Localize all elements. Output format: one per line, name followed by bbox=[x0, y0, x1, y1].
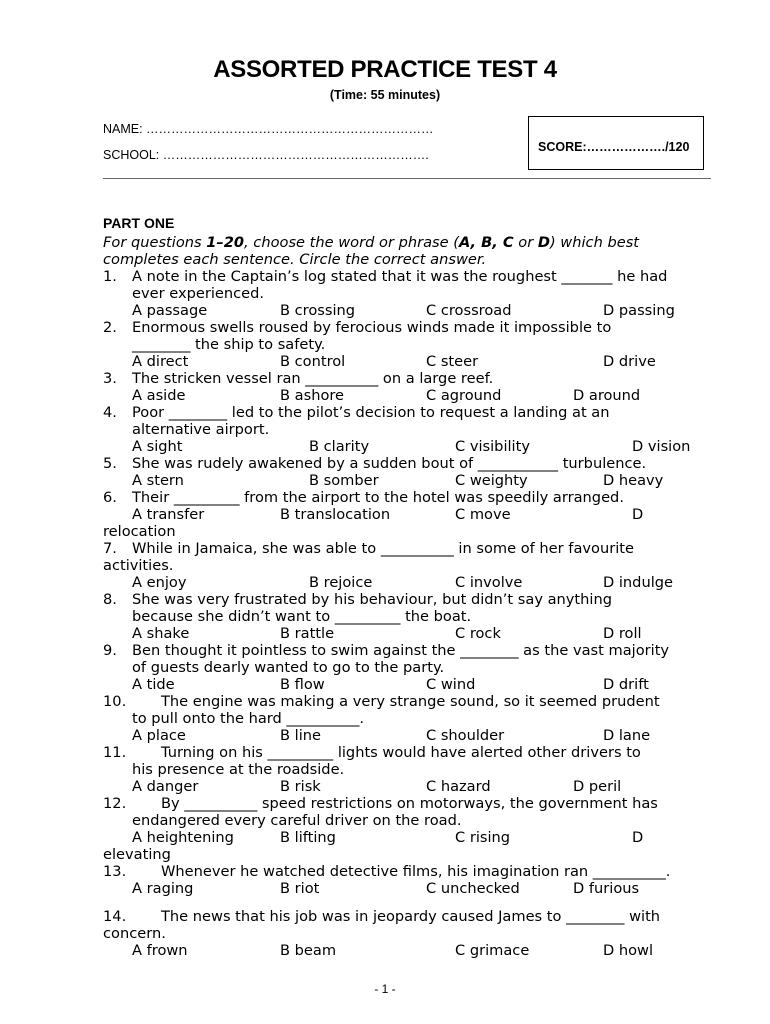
answer-option[interactable]: D indulge bbox=[603, 574, 673, 591]
answer-option[interactable]: B ashore bbox=[280, 387, 345, 404]
question-text: because she didn’t want to _________ the boat. bbox=[132, 608, 472, 625]
answer-option[interactable]: B riot bbox=[280, 880, 320, 897]
question-number: 1. bbox=[103, 268, 117, 285]
page-title: ASSORTED PRACTICE TEST 4 bbox=[213, 56, 557, 83]
answer-option[interactable]: D lane bbox=[603, 727, 651, 744]
answer-option[interactable]: A frown bbox=[132, 942, 188, 959]
answer-option[interactable]: A raging bbox=[132, 880, 194, 897]
question-text: his presence at the roadside. bbox=[132, 761, 345, 778]
answer-option[interactable]: A direct bbox=[132, 353, 189, 370]
answer-option[interactable]: A aside bbox=[132, 387, 186, 404]
answer-option[interactable]: C aground bbox=[426, 387, 502, 404]
time-subtitle: (Time: 55 minutes) bbox=[329, 88, 441, 102]
answer-option[interactable]: B rattle bbox=[280, 625, 335, 642]
answer-option[interactable]: B crossing bbox=[280, 302, 356, 319]
answer-option[interactable]: A enjoy bbox=[132, 574, 187, 591]
question-text: activities. bbox=[103, 557, 174, 574]
answer-option[interactable]: D bbox=[632, 829, 644, 846]
question-text: Ben thought it pointless to swim against the ________ as the vast majority bbox=[132, 642, 670, 659]
answer-option[interactable]: D furious bbox=[573, 880, 640, 897]
question-number: 5. bbox=[103, 455, 117, 472]
question-text: ________ the ship to safety. bbox=[132, 336, 326, 353]
name-field[interactable]: NAME: …………………………………………………………… bbox=[103, 122, 434, 136]
answer-option[interactable]: B rejoice bbox=[309, 574, 373, 591]
answer-option[interactable]: relocation bbox=[103, 523, 176, 540]
question-number: 13. bbox=[103, 863, 127, 880]
question-text: The news that his job was in jeopardy caused James to ________ with bbox=[161, 908, 661, 925]
question-text: of guests dearly wanted to go to the party. bbox=[132, 659, 445, 676]
score-field: SCORE:………………./120 bbox=[538, 140, 690, 154]
answer-option[interactable]: A shake bbox=[132, 625, 190, 642]
question-text: Enormous swells roused by ferocious winds made it impossible to bbox=[132, 319, 612, 336]
question-number: 8. bbox=[103, 591, 117, 608]
answer-option[interactable]: A transfer bbox=[132, 506, 205, 523]
answer-option[interactable]: A passage bbox=[132, 302, 208, 319]
answer-option[interactable]: D drive bbox=[603, 353, 656, 370]
question-number: 9. bbox=[103, 642, 117, 659]
answer-option[interactable]: D heavy bbox=[603, 472, 664, 489]
question-number: 3. bbox=[103, 370, 117, 387]
instructions-line-2: completes each sentence. Circle the correct answer. bbox=[103, 251, 487, 268]
answer-option[interactable]: C move bbox=[455, 506, 511, 523]
question-number: 14. bbox=[103, 908, 127, 925]
answer-option[interactable]: A sight bbox=[132, 438, 183, 455]
page-number: - 1 - bbox=[374, 982, 396, 996]
answer-option[interactable]: B flow bbox=[280, 676, 325, 693]
question-text: While in Jamaica, she was able to __________ in some of her favourite bbox=[132, 540, 634, 557]
answer-option[interactable]: C rising bbox=[455, 829, 511, 846]
question-number: 4. bbox=[103, 404, 117, 421]
answer-option[interactable]: B translocation bbox=[280, 506, 391, 523]
question-number: 6. bbox=[103, 489, 117, 506]
answer-option[interactable]: D passing bbox=[603, 302, 675, 319]
answer-option[interactable]: A heightening bbox=[132, 829, 234, 846]
answer-option[interactable]: D around bbox=[573, 387, 641, 404]
answer-option[interactable]: B beam bbox=[280, 942, 337, 959]
question-text: She was very frustrated by his behaviour, but didn’t say anything bbox=[132, 591, 612, 608]
question-text: Poor ________ led to the pilot’s decision to request a landing at an bbox=[132, 404, 610, 421]
question-text: to pull onto the hard __________. bbox=[132, 710, 365, 727]
question-text: A note in the Captain’s log stated that it was the roughest _______ he had bbox=[132, 268, 668, 285]
answer-option[interactable]: D vision bbox=[632, 438, 691, 455]
question-text: The engine was making a very strange sound, so it seemed prudent bbox=[161, 693, 660, 710]
question-text: endangered every careful driver on the road. bbox=[132, 812, 462, 829]
answer-option[interactable]: C visibility bbox=[455, 438, 530, 455]
answer-option[interactable]: D roll bbox=[603, 625, 642, 642]
answer-option[interactable]: B control bbox=[280, 353, 346, 370]
answer-option[interactable]: D bbox=[632, 506, 644, 523]
question-number: 12. bbox=[103, 795, 127, 812]
question-text: By __________ speed restrictions on motorways, the government has bbox=[161, 795, 658, 812]
part-heading: PART ONE bbox=[103, 215, 175, 231]
answer-option[interactable]: C steer bbox=[426, 353, 479, 370]
question-text: She was rudely awakened by a sudden bout of ___________ turbulence. bbox=[132, 455, 647, 472]
answer-option[interactable]: A place bbox=[132, 727, 186, 744]
answer-option[interactable]: B line bbox=[280, 727, 321, 744]
answer-option[interactable]: C unchecked bbox=[426, 880, 520, 897]
question-text: The stricken vessel ran __________ on a large reef. bbox=[132, 370, 494, 387]
answer-option[interactable]: C wind bbox=[426, 676, 476, 693]
question-number: 11. bbox=[103, 744, 127, 761]
instructions-line-1: For questions 1–20, choose the word or phrase (A, B, C or D) which best bbox=[103, 234, 640, 251]
school-field[interactable]: SCHOOL: ………………………………………………………. bbox=[103, 148, 429, 162]
answer-option[interactable]: C involve bbox=[455, 574, 523, 591]
question-text: ever experienced. bbox=[132, 285, 265, 302]
question-text: Their _________ from the airport to the hotel was speedily arranged. bbox=[132, 489, 624, 506]
answer-option[interactable]: B somber bbox=[309, 472, 379, 489]
answer-option[interactable]: C crossroad bbox=[426, 302, 512, 319]
answer-option[interactable]: B lifting bbox=[280, 829, 336, 846]
divider bbox=[103, 178, 711, 179]
answer-option[interactable]: B risk bbox=[280, 778, 321, 795]
answer-option[interactable]: C shoulder bbox=[426, 727, 505, 744]
answer-option[interactable]: D howl bbox=[603, 942, 654, 959]
answer-option[interactable]: A danger bbox=[132, 778, 199, 795]
question-text: Turning on his _________ lights would have alerted other drivers to bbox=[161, 744, 641, 761]
question-number: 7. bbox=[103, 540, 117, 557]
answer-option[interactable]: C weighty bbox=[455, 472, 528, 489]
question-text: Whenever he watched detective films, his imagination ran __________. bbox=[161, 863, 671, 880]
answer-option[interactable]: C hazard bbox=[426, 778, 491, 795]
question-number: 10. bbox=[103, 693, 127, 710]
question-number: 2. bbox=[103, 319, 117, 336]
question-text: alternative airport. bbox=[132, 421, 270, 438]
answer-option[interactable]: D drift bbox=[603, 676, 649, 693]
answer-option[interactable]: A stern bbox=[132, 472, 184, 489]
question-text: concern. bbox=[103, 925, 166, 942]
answer-option[interactable]: D peril bbox=[573, 778, 622, 795]
answer-option[interactable]: elevating bbox=[103, 846, 171, 863]
answer-option[interactable]: C rock bbox=[455, 625, 501, 642]
answer-option[interactable]: C grimace bbox=[455, 942, 530, 959]
answer-option[interactable]: B clarity bbox=[309, 438, 370, 455]
answer-option[interactable]: A tide bbox=[132, 676, 175, 693]
